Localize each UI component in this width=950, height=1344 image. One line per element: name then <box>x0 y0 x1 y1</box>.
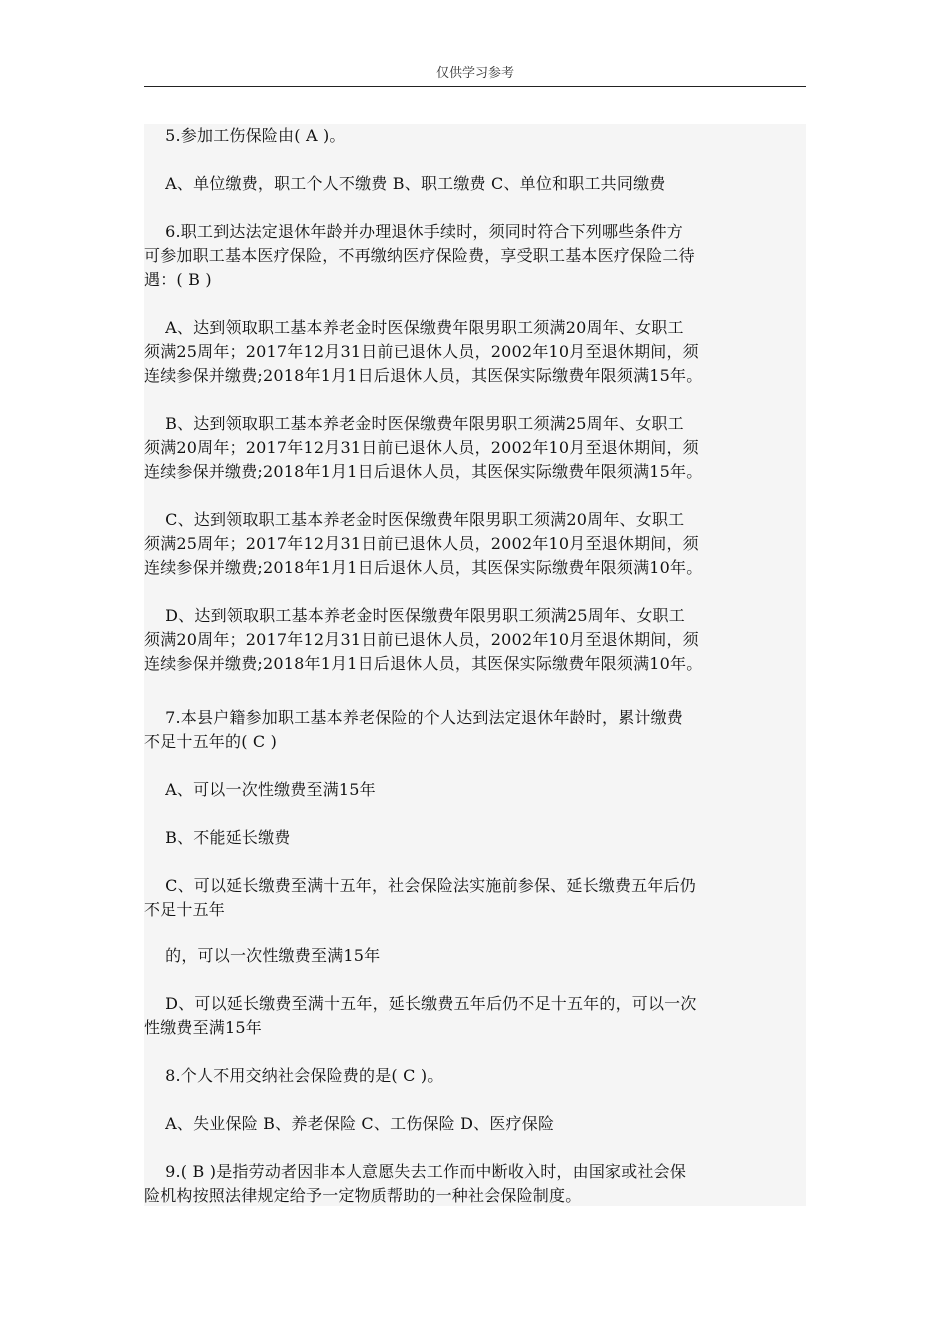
text-line: 7.本县户籍参加职工基本养老保险的个人达到法定退休年龄时，累计缴费 <box>144 708 684 727</box>
text-line: 须满25周年；2017年12月31日前已退休人员，2002年10月至退休期间，须 <box>144 534 699 553</box>
text-line: 遇：( B ) <box>144 270 212 289</box>
text-line: 6.职工到达法定退休年龄并办理退休手续时，须同时符合下列哪些条件方 <box>144 222 684 241</box>
text-line: 5.参加工伤保险由( A )。 <box>144 126 346 145</box>
text-line: C、达到领取职工基本养老金时医保缴费年限男职工须满20周年、女职工 <box>144 510 685 529</box>
text-line: 须满25周年；2017年12月31日前已退休人员，2002年10月至退休期间，须 <box>144 342 699 361</box>
text-line: 9.( B )是指劳动者因非本人意愿失去工作而中断收入时，由国家或社会保 <box>144 1162 687 1181</box>
text-line: C、可以延长缴费至满十五年，社会保险法实施前参保、延长缴费五年后仍 <box>144 876 696 895</box>
text-line: A、失业保险 B、养老保险 C、工伤保险 D、医疗保险 <box>144 1114 555 1133</box>
text-line: 8.个人不用交纳社会保险费的是( C )。 <box>144 1066 444 1085</box>
text-line: 可参加职工基本医疗保险，不再缴纳医疗保险费，享受职工基本医疗保险二待 <box>144 246 695 265</box>
text-line: 连续参保并缴费;2018年1月1日后退休人员，其医保实际缴费年限须满15年。 <box>144 462 703 481</box>
document-body <box>144 124 806 1206</box>
text-line: A、可以一次性缴费至满15年 <box>144 780 376 799</box>
text-line: 险机构按照法律规定给予一定物质帮助的一种社会保险制度。 <box>144 1186 582 1205</box>
text-line: B、不能延长缴费 <box>144 828 291 847</box>
text-line: 连续参保并缴费;2018年1月1日后退休人员，其医保实际缴费年限须满15年。 <box>144 366 703 385</box>
text-line: D、达到领取职工基本养老金时医保缴费年限男职工须满25周年、女职工 <box>144 606 685 625</box>
text-line: A、达到领取职工基本养老金时医保缴费年限男职工须满20周年、女职工 <box>144 318 684 337</box>
text-line: 不足十五年 <box>144 900 226 919</box>
text-line: D、可以延长缴费至满十五年，延长缴费五年后仍不足十五年的，可以一次 <box>144 994 697 1013</box>
text-line: 性缴费至满15年 <box>144 1018 262 1037</box>
text-line: 须满20周年；2017年12月31日前已退休人员，2002年10月至退休期间，须 <box>144 438 699 457</box>
page-header <box>144 64 806 87</box>
text-line: 不足十五年的( C ) <box>144 732 278 751</box>
header-text: 仅供学习参考 <box>435 66 514 81</box>
text-line: 连续参保并缴费;2018年1月1日后退休人员，其医保实际缴费年限须满10年。 <box>144 654 703 673</box>
text-line: B、达到领取职工基本养老金时医保缴费年限男职工须满25周年、女职工 <box>144 414 684 433</box>
text-line: 的，可以一次性缴费至满15年 <box>144 946 381 965</box>
text-line: 连续参保并缴费;2018年1月1日后退休人员，其医保实际缴费年限须满10年。 <box>144 558 703 577</box>
text-line: 须满20周年；2017年12月31日前已退休人员，2002年10月至退休期间，须 <box>144 630 699 649</box>
text-line: A、单位缴费，职工个人不缴费 B、职工缴费 C、单位和职工共同缴费 <box>144 174 666 193</box>
